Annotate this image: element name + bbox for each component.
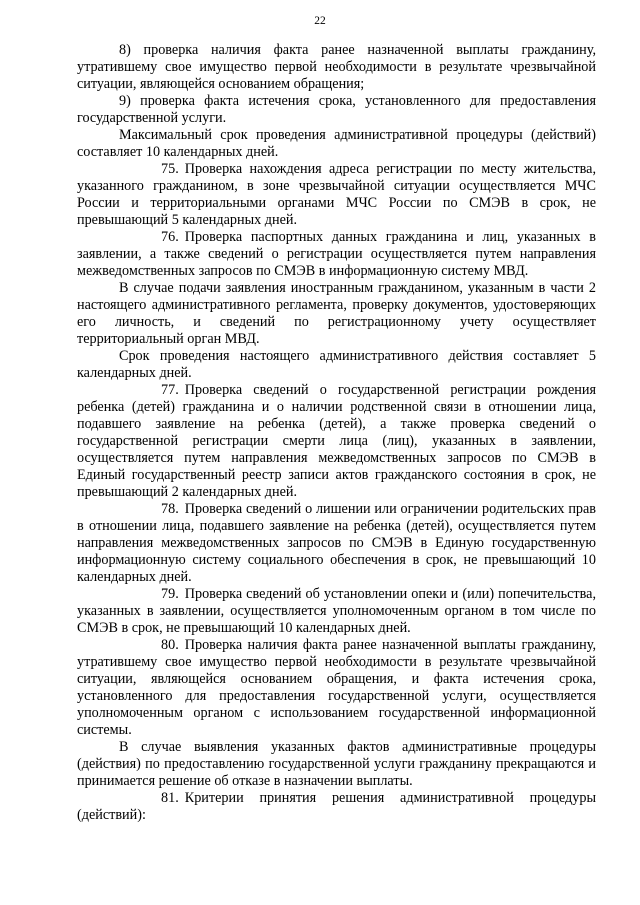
paragraph-number: 78. xyxy=(161,501,179,517)
paragraph-number: 77. xyxy=(161,382,179,398)
paragraph-number: 76. xyxy=(161,229,179,245)
paragraph-number: 79. xyxy=(161,586,179,602)
paragraph-text: Проверка нахождения адреса регистрации по месту жительства, указанного гражданином, в зоне чрезвычайной ситуации осуществляется МЧС России и территориальными органами МЧС России по СМЭВ в срок, не превышающий 5 календарных дней. xyxy=(77,161,596,228)
paragraph-79 xyxy=(77,586,596,637)
paragraph-text: Максимальный срок проведения административной процедуры (действий) составляет 10 календарных дней. xyxy=(77,127,596,160)
paragraph-text: Срок проведения настоящего административного действия составляет 5 календарных дней. xyxy=(77,348,596,381)
paragraph-text: Критерии принятия решения административной процедуры (действий): xyxy=(77,790,596,823)
paragraph-number: 75. xyxy=(161,161,179,177)
paragraph-text: 8) проверка наличия факта ранее назначенной выплаты гражданину, утратившему свое имущество первой необходимости в результате чрезвычайной ситуации, являющейся основанием обращения; xyxy=(77,42,596,92)
paragraph-80 xyxy=(77,637,596,739)
paragraph-foreign-citizen xyxy=(77,280,596,348)
paragraph-text: В случае подачи заявления иностранным гражданином, указанным в части 2 настоящего административного регламента, проверку документов, удостоверяющих его личность, и сведений по регистрационному учету осуществляет территориальный орган МВД. xyxy=(77,280,596,347)
paragraph-item-8 xyxy=(77,42,596,93)
paragraph-text: Проверка сведений о государственной регистрации рождения ребенка (детей) гражданина и о наличии родственной связи в отношении лица, подавшего заявление на ребенка (детей), а также проверка сведений о государственной регистрации смерти лица (лиц), указанных в заявлении, осуществляется путем направления межведомственных запросов по СМЭВ в Единый государственный реестр записи актов гражданского состояния в срок, не превышающий 2 календарных дней. xyxy=(77,382,596,500)
paragraph-text: 9) проверка факта истечения срока, установленного для предоставления государственной услуги. xyxy=(77,93,596,126)
paragraph-number: 80. xyxy=(161,637,179,653)
paragraph-term-5-days xyxy=(77,348,596,382)
paragraph-text: Проверка сведений об установлении опеки и (или) попечительства, указанных в заявлении, осуществляется уполномоченным органом в том числе по СМЭВ в срок, не превышающий 10 календарных дней. xyxy=(77,586,596,636)
paragraph-81 xyxy=(77,790,596,824)
paragraph-text: Проверка сведений о лишении или ограничении родительских прав в отношении лица, подавшего заявление на ребенка (детей), осуществляется путем направления межведомственных запросов по СМЭВ в Единую государственную информационную систему социального обеспечения в срок, не превышающий 10 календарных дней. xyxy=(77,501,596,585)
paragraph-max-term xyxy=(77,127,596,161)
paragraph-refusal xyxy=(77,739,596,790)
paragraph-75 xyxy=(77,161,596,229)
paragraph-number: 81. xyxy=(161,790,179,806)
paragraph-76 xyxy=(77,229,596,280)
paragraph-text: Проверка паспортных данных гражданина и лиц, указанных в заявлении, а также сведений о регистрации осуществляется путем направления межведомственных запросов по СМЭВ в информационную систему МВД. xyxy=(77,229,596,279)
paragraph-item-9 xyxy=(77,93,596,127)
paragraph-text: В случае выявления указанных фактов административные процедуры (действия) по предоставлению государственной услуги гражданину прекращаются и принимается решение об отказе в назначении выплаты. xyxy=(77,739,596,789)
paragraph-77 xyxy=(77,382,596,501)
document-body xyxy=(77,42,596,824)
paragraph-text: Проверка наличия факта ранее назначенной выплаты гражданину, утратившему свое имущество первой необходимости в результате чрезвычайной ситуации, являющейся основанием обращения, и факта истечения срока, установленного для предоставления государственной услуги, осуществляется уполномоченным органом с использованием государственной информационной системы. xyxy=(77,637,596,738)
paragraph-78 xyxy=(77,501,596,586)
page-number: 22 xyxy=(314,15,326,27)
